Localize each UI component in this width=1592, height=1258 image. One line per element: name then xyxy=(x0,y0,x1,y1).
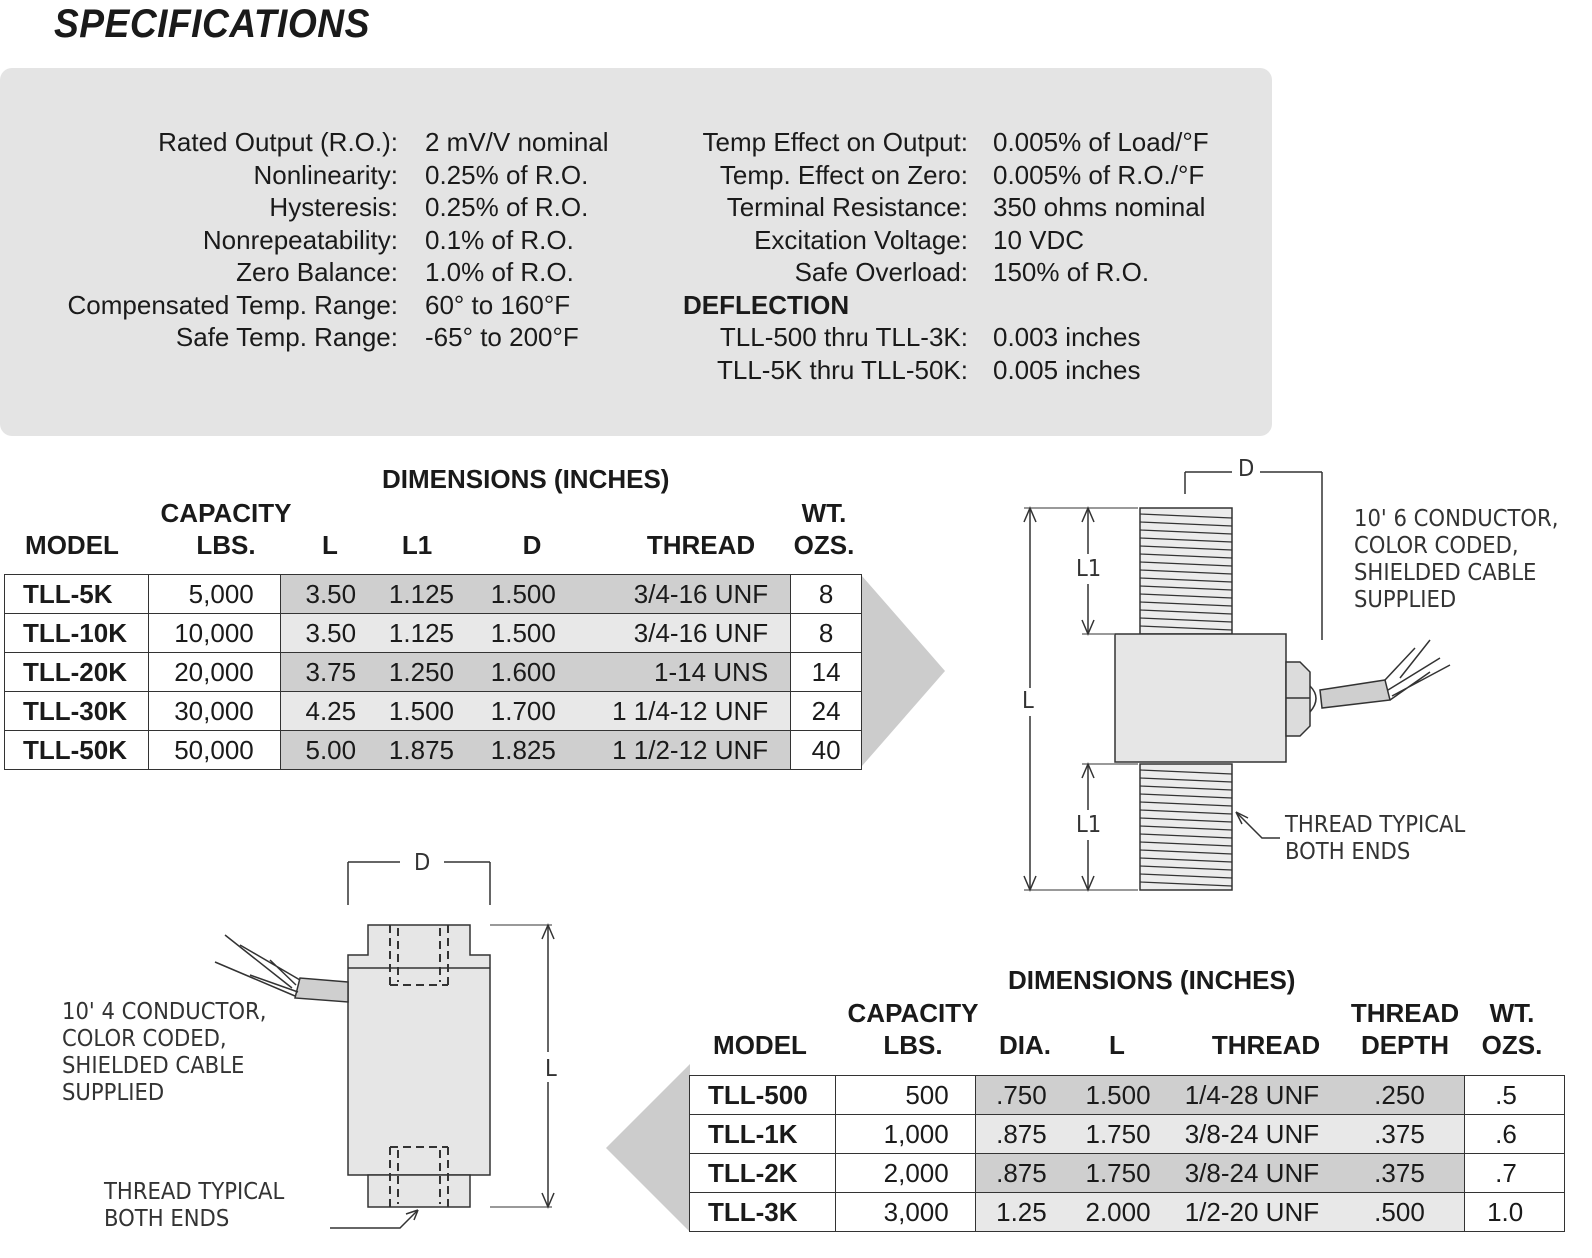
cell-model: TLL-2K xyxy=(690,1154,836,1193)
spec-value: 0.005% of R.O./°F xyxy=(993,160,1205,190)
cable-note: 10' 6 CONDUCTOR, COLOR CODED, SHIELDED CABLE SUPPLIED xyxy=(1354,506,1559,613)
cell-dia: .875 xyxy=(975,1115,1067,1154)
cell-l1: 1.500 xyxy=(368,692,466,731)
col-header-wt: WT. OZS. xyxy=(1481,998,1543,1060)
thread-note: THREAD TYPICAL BOTH ENDS xyxy=(1285,812,1466,865)
cell-wt: 14 xyxy=(791,653,862,692)
spec-value: 0.005% of Load/°F xyxy=(993,127,1209,157)
spec-label: Temp. Effect on Zero: xyxy=(719,160,968,190)
spec-value: 0.005 inches xyxy=(993,355,1141,385)
cell-thread-depth: .375 xyxy=(1335,1115,1465,1154)
deflection-heading: DEFLECTION xyxy=(683,290,850,320)
col-header-dia: DIA. xyxy=(999,1030,1051,1060)
cell-thread: 3/4-16 UNF xyxy=(576,614,791,653)
cell-thread: 1/4-28 UNF xyxy=(1169,1076,1335,1115)
page-title: SPECIFICATIONS xyxy=(54,2,370,46)
cell-capacity: 20,000 xyxy=(148,653,280,692)
spec-value: 1.0% of R.O. xyxy=(425,257,574,287)
cell-capacity: 10,000 xyxy=(148,614,280,653)
cell-d: 1.825 xyxy=(466,731,576,770)
cable-note: 10' 4 CONDUCTOR, COLOR CODED, SHIELDED CABLE SUPPLIED xyxy=(62,999,267,1106)
cell-l: 5.00 xyxy=(280,731,368,770)
cell-wt: .5 xyxy=(1465,1076,1565,1115)
cell-d: 1.700 xyxy=(466,692,576,731)
spec-label: Hysteresis: xyxy=(269,192,398,222)
col-header-l1: L1 xyxy=(401,530,433,560)
spec-label: Temp Effect on Output: xyxy=(702,127,968,157)
dimensions-table-small xyxy=(689,1075,1565,1232)
cell-thread: 3/4-16 UNF xyxy=(576,575,791,614)
cell-l1: 1.875 xyxy=(368,731,466,770)
cell-thread: 3/8-24 UNF xyxy=(1169,1154,1335,1193)
col-header-capacity: CAPACITY LBS. xyxy=(160,498,292,560)
spec-value: 60° to 160°F xyxy=(425,290,571,320)
cell-wt: .6 xyxy=(1465,1115,1565,1154)
cell-wt: 1.0 xyxy=(1465,1193,1565,1232)
cell-model: TLL-3K xyxy=(690,1193,836,1232)
spec-value: 2 mV/V nominal xyxy=(425,127,609,157)
spec-label: TLL-5K thru TLL-50K: xyxy=(717,355,968,385)
table-row xyxy=(690,1115,1565,1154)
table-row xyxy=(5,731,862,770)
spec-label: Safe Overload: xyxy=(794,257,968,287)
table-row xyxy=(5,692,862,731)
cell-model: TLL-1K xyxy=(690,1115,836,1154)
spec-value: 0.003 inches xyxy=(993,322,1141,352)
table-row xyxy=(5,653,862,692)
col-header-thread: THREAD xyxy=(1211,1030,1321,1060)
cell-dia: .750 xyxy=(975,1076,1067,1115)
cell-capacity: 1,000 xyxy=(835,1115,975,1154)
cell-l: 3.50 xyxy=(280,575,368,614)
cell-capacity: 2,000 xyxy=(835,1154,975,1193)
dim-l1-label: L1 xyxy=(1076,556,1102,582)
spec-label: Safe Temp. Range: xyxy=(175,322,398,352)
cell-model: TLL-10K xyxy=(5,614,149,653)
spec-value: 0.1% of R.O. xyxy=(425,225,574,255)
spec-value: 10 VDC xyxy=(993,225,1085,255)
cell-d: 1.500 xyxy=(466,575,576,614)
table-pointer-arrow xyxy=(606,1064,690,1232)
cell-capacity: 3,000 xyxy=(835,1193,975,1232)
cell-wt: 8 xyxy=(791,614,862,653)
spec-value: -65° to 200°F xyxy=(425,322,579,352)
cell-l1: 1.125 xyxy=(368,575,466,614)
col-header-thread-depth: THREAD DEPTH xyxy=(1350,998,1460,1060)
thread-note: THREAD TYPICAL BOTH ENDS xyxy=(104,1179,285,1232)
col-header-model: MODEL xyxy=(25,530,119,560)
dimensions-heading: DIMENSIONS (INCHES) xyxy=(1008,965,1296,995)
spec-label: Rated Output (R.O.): xyxy=(158,127,398,157)
cell-thread-depth: .375 xyxy=(1335,1154,1465,1193)
spec-label: Excitation Voltage: xyxy=(754,225,968,255)
cell-l: 1.750 xyxy=(1067,1115,1169,1154)
cell-model: TLL-20K xyxy=(5,653,149,692)
spec-label: Nonrepeatability: xyxy=(202,225,398,255)
cell-thread: 3/8-24 UNF xyxy=(1169,1115,1335,1154)
table-row xyxy=(690,1076,1565,1115)
cell-wt: 24 xyxy=(791,692,862,731)
table-row xyxy=(5,614,862,653)
spec-value: 350 ohms nominal xyxy=(993,192,1206,222)
dimensions-table-large xyxy=(4,574,862,770)
dim-l-label: L xyxy=(1022,688,1034,714)
cell-capacity: 50,000 xyxy=(148,731,280,770)
spec-value: 0.25% of R.O. xyxy=(425,192,589,222)
cell-thread: 1-14 UNS xyxy=(576,653,791,692)
cell-model: TLL-500 xyxy=(690,1076,836,1115)
cell-wt: 8 xyxy=(791,575,862,614)
dim-l-label: L xyxy=(545,1056,557,1082)
cell-l1: 1.250 xyxy=(368,653,466,692)
col-header-capacity: CAPACITY LBS. xyxy=(847,998,979,1060)
cell-model: TLL-5K xyxy=(5,575,149,614)
cell-thread-depth: .250 xyxy=(1335,1076,1465,1115)
cell-model: TLL-30K xyxy=(5,692,149,731)
cell-l: 3.50 xyxy=(280,614,368,653)
table-row xyxy=(690,1193,1565,1232)
cell-thread: 1/2-20 UNF xyxy=(1169,1193,1335,1232)
col-header-l: L xyxy=(1109,1030,1125,1060)
cell-l: 1.500 xyxy=(1067,1076,1169,1115)
col-header-l: L xyxy=(322,530,338,560)
spec-label: Nonlinearity: xyxy=(253,160,398,190)
cell-capacity: 500 xyxy=(835,1076,975,1115)
spec-value: 150% of R.O. xyxy=(993,257,1150,287)
cell-capacity: 5,000 xyxy=(148,575,280,614)
cell-thread: 1 1/4-12 UNF xyxy=(576,692,791,731)
col-header-wt: WT. OZS. xyxy=(793,498,855,560)
dim-d-label: D xyxy=(414,850,431,876)
table-row xyxy=(5,575,862,614)
table-row xyxy=(690,1154,1565,1193)
cell-d: 1.600 xyxy=(466,653,576,692)
table-pointer-arrow xyxy=(862,576,945,766)
col-header-d: D xyxy=(522,530,542,560)
spec-label: Compensated Temp. Range: xyxy=(67,290,398,320)
spec-label: Zero Balance: xyxy=(236,257,398,287)
cell-capacity: 30,000 xyxy=(148,692,280,731)
cell-dia: 1.25 xyxy=(975,1193,1067,1232)
dimensions-heading: DIMENSIONS (INCHES) xyxy=(382,464,670,494)
cell-model: TLL-50K xyxy=(5,731,149,770)
dim-l1-label: L1 xyxy=(1076,812,1102,838)
spec-value: 0.25% of R.O. xyxy=(425,160,589,190)
cell-l: 2.000 xyxy=(1067,1193,1169,1232)
cell-wt: 40 xyxy=(791,731,862,770)
cell-wt: .7 xyxy=(1465,1154,1565,1193)
cell-dia: .875 xyxy=(975,1154,1067,1193)
col-header-thread: THREAD xyxy=(646,530,756,560)
cell-thread-depth: .500 xyxy=(1335,1193,1465,1232)
cell-thread: 1 1/2-12 UNF xyxy=(576,731,791,770)
cell-l: 3.75 xyxy=(280,653,368,692)
dim-d-label: D xyxy=(1238,456,1255,482)
spec-label: Terminal Resistance: xyxy=(726,192,968,222)
cell-l: 4.25 xyxy=(280,692,368,731)
cell-d: 1.500 xyxy=(466,614,576,653)
col-header-model: MODEL xyxy=(713,1030,807,1060)
spec-label: TLL-500 thru TLL-3K: xyxy=(719,322,968,352)
cell-l1: 1.125 xyxy=(368,614,466,653)
cell-l: 1.750 xyxy=(1067,1154,1169,1193)
